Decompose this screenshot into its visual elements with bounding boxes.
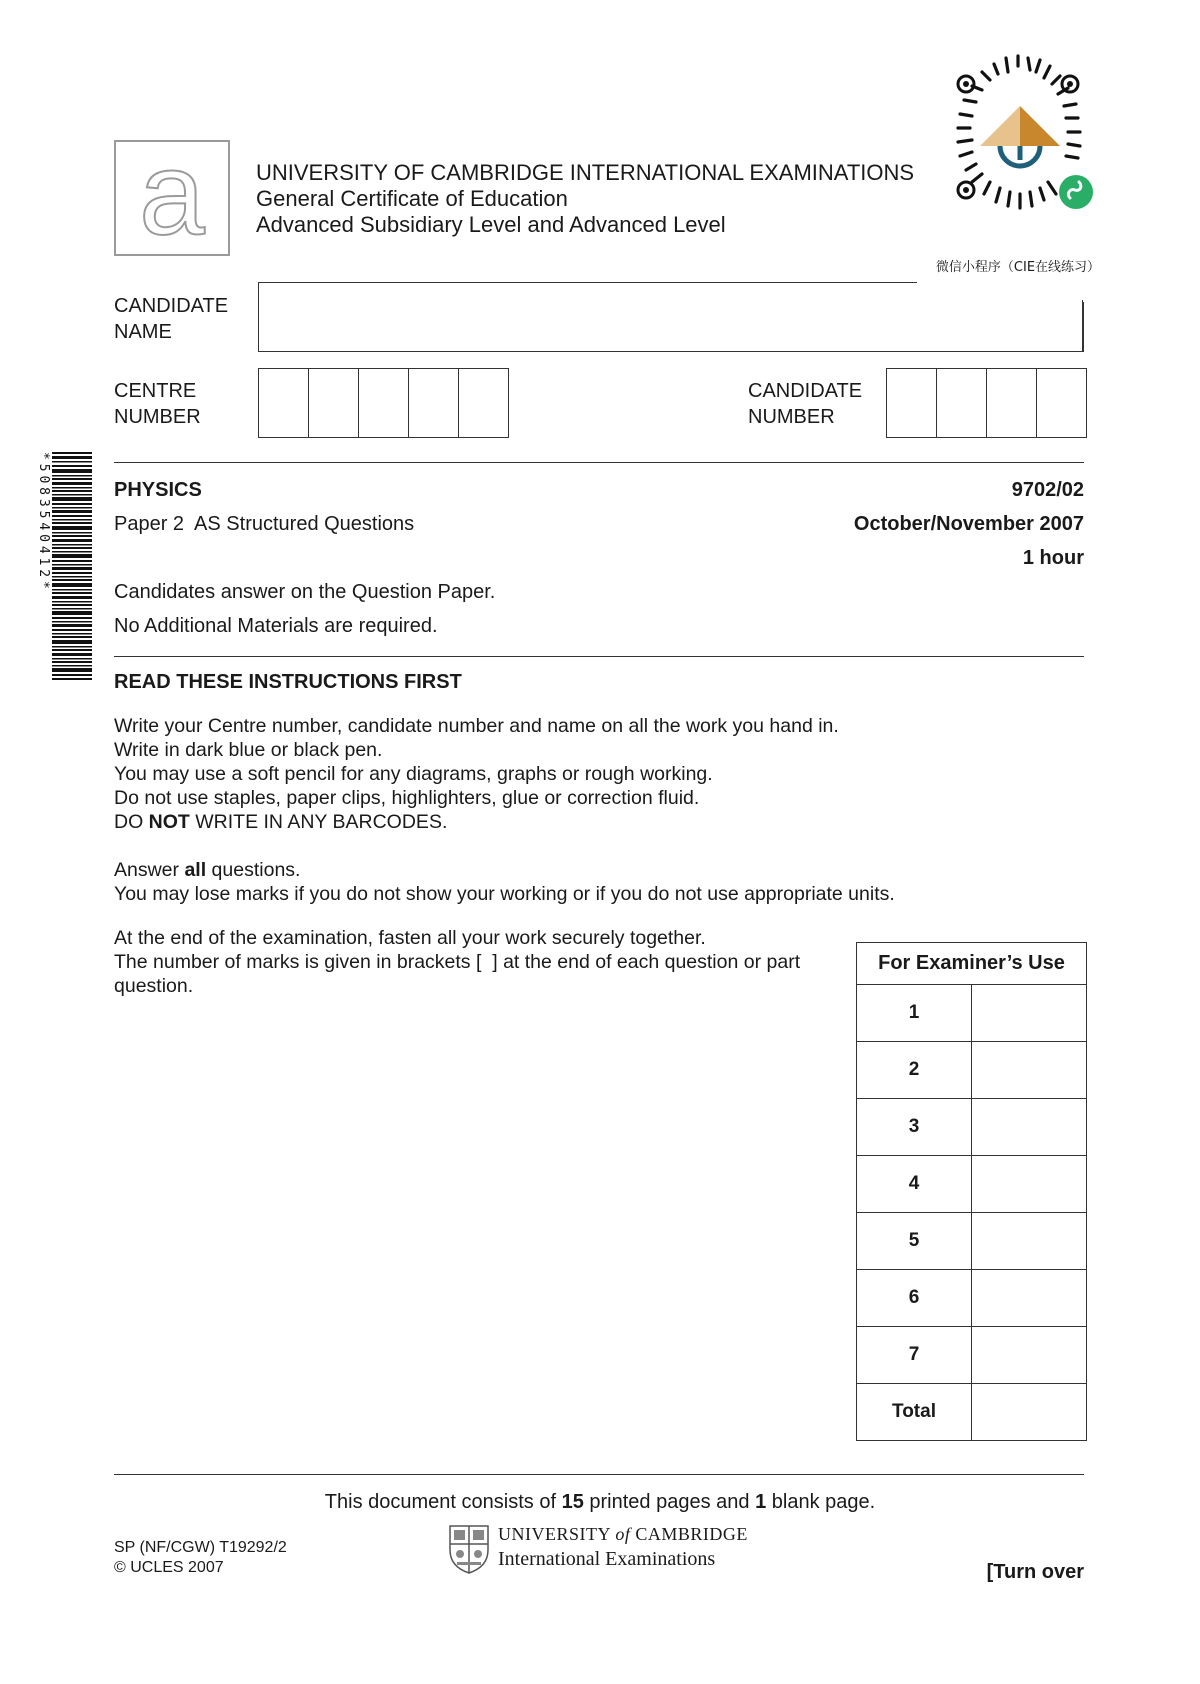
candidate-number-boxes[interactable] — [886, 368, 1087, 438]
header-line2: General Certificate of Education — [256, 186, 568, 211]
header-line3: Advanced Subsidiary Level and Advanced Level — [256, 212, 726, 237]
divider — [114, 656, 1084, 657]
examiners-use-title: For Examiner’s Use — [857, 943, 1087, 985]
question-number: 1 — [857, 985, 972, 1042]
exam-board-header — [256, 160, 914, 238]
table-row — [857, 1042, 1087, 1099]
mark-cell[interactable] — [972, 1213, 1087, 1270]
cie-a-logo — [114, 128, 230, 260]
table-row — [857, 1156, 1087, 1213]
instruction-line: question. — [114, 975, 194, 997]
table-row — [857, 1099, 1087, 1156]
centre-number-digit-box[interactable] — [259, 368, 309, 438]
instruction-line: The number of marks is given in brackets [ ] at the end of each question or part — [114, 951, 801, 973]
answer-instructions — [114, 858, 895, 906]
paper-title: Paper 2 AS Structured Questions — [114, 513, 415, 535]
instruction-line: At the end of the examination, fasten all your work securely together. — [114, 927, 706, 949]
exam-session: October/November 2007 — [853, 513, 1084, 535]
examiners-use-table — [856, 942, 1087, 1441]
barcode — [38, 452, 98, 682]
materials-note: No Additional Materials are required. — [114, 615, 438, 637]
page-count-note: This document consists of 15 printed pages and 1 blank page. — [324, 1491, 876, 1513]
copyright: © UCLES 2007 — [114, 1559, 224, 1576]
table-row — [857, 1384, 1087, 1441]
divider — [114, 1474, 1084, 1475]
candidate-name-label-line1: CANDIDATE — [114, 295, 229, 317]
cambridge-crest-icon — [448, 1524, 490, 1574]
candidate-number-digit-box[interactable] — [887, 368, 937, 438]
fasten-instructions — [114, 926, 800, 998]
table-row — [857, 1327, 1087, 1384]
document-reference — [114, 1538, 287, 1578]
mark-cell[interactable] — [972, 985, 1087, 1042]
mark-cell[interactable] — [972, 1042, 1087, 1099]
instructions-block — [114, 714, 839, 834]
logo-letter: a — [139, 128, 205, 260]
instruction-line: Write in dark blue or black pen. — [114, 739, 383, 761]
divider — [114, 462, 1084, 463]
candidate-number-digit-box[interactable] — [1037, 368, 1087, 438]
candidate-number-label-line2: NUMBER — [748, 406, 835, 428]
centre-number-label-line2: NUMBER — [114, 406, 201, 428]
question-number: 6 — [857, 1270, 972, 1327]
subject: PHYSICS — [114, 479, 202, 501]
candidate-number-label-line1: CANDIDATE — [748, 380, 863, 402]
ucles-name: UNIVERSITY of CAMBRIDGE — [498, 1524, 748, 1544]
print-reference: SP (NF/CGW) T19292/2 — [114, 1539, 287, 1556]
total-label: Total — [857, 1384, 972, 1441]
turn-over-prompt: [Turn over — [986, 1561, 1084, 1583]
barcode-number: *5083540412* — [36, 452, 51, 593]
qr-caption: 微信小程序（CIE在线练习） — [935, 260, 1101, 275]
mini-program-qr-code[interactable] — [928, 48, 1108, 228]
mark-cell[interactable] — [972, 1270, 1087, 1327]
answer-on-note: Candidates answer on the Question Paper. — [114, 581, 496, 603]
name-box-right-edge — [1082, 300, 1083, 352]
centre-number-digit-box[interactable] — [359, 368, 409, 438]
header-line1: UNIVERSITY OF CAMBRIDGE INTERNATIONAL EXAMINATIONS — [256, 160, 915, 185]
instruction-line-barcodes: DO NOT WRITE IN ANY BARCODES. — [114, 811, 448, 833]
centre-number-label — [114, 378, 201, 430]
instruction-line: You may use a soft pencil for any diagrams, graphs or rough working. — [114, 763, 713, 785]
question-number: 2 — [857, 1042, 972, 1099]
candidate-name-label — [114, 293, 228, 345]
centre-number-label-line1: CENTRE — [114, 380, 197, 402]
centre-number-digit-box[interactable] — [459, 368, 509, 438]
name-box-corner-gap — [917, 280, 1087, 302]
table-row — [857, 1213, 1087, 1270]
centre-number-digit-box[interactable] — [309, 368, 359, 438]
candidate-number-digit-box[interactable] — [937, 368, 987, 438]
mark-cell[interactable] — [972, 1156, 1087, 1213]
candidate-name-label-line2: NAME — [114, 321, 172, 343]
centre-number-digit-box[interactable] — [409, 368, 459, 438]
centre-number-boxes[interactable] — [258, 368, 509, 438]
paper-code: 9702/02 — [1011, 479, 1084, 501]
instruction-line: You may lose marks if you do not show your working or if you do not use appropriate units. — [114, 883, 895, 905]
mark-cell[interactable] — [972, 1099, 1087, 1156]
question-number: 7 — [857, 1327, 972, 1384]
mark-cell[interactable] — [972, 1327, 1087, 1384]
instructions-heading: READ THESE INSTRUCTIONS FIRST — [114, 671, 462, 693]
instruction-line: Write your Centre number, candidate number and name on all the work you hand in. — [114, 715, 839, 737]
question-number: 3 — [857, 1099, 972, 1156]
instruction-line-answer-all: Answer all questions. — [114, 859, 301, 881]
total-mark-cell[interactable] — [972, 1384, 1087, 1441]
instruction-line: Do not use staples, paper clips, highlighters, glue or correction fluid. — [114, 787, 700, 809]
exam-duration: 1 hour — [1022, 547, 1084, 569]
candidate-number-digit-box[interactable] — [987, 368, 1037, 438]
candidate-number-label — [748, 378, 862, 430]
question-number: 5 — [857, 1213, 972, 1270]
question-number: 4 — [857, 1156, 972, 1213]
ucles-subtitle: International Examinations — [498, 1548, 716, 1570]
table-row — [857, 1270, 1087, 1327]
table-row — [857, 985, 1087, 1042]
